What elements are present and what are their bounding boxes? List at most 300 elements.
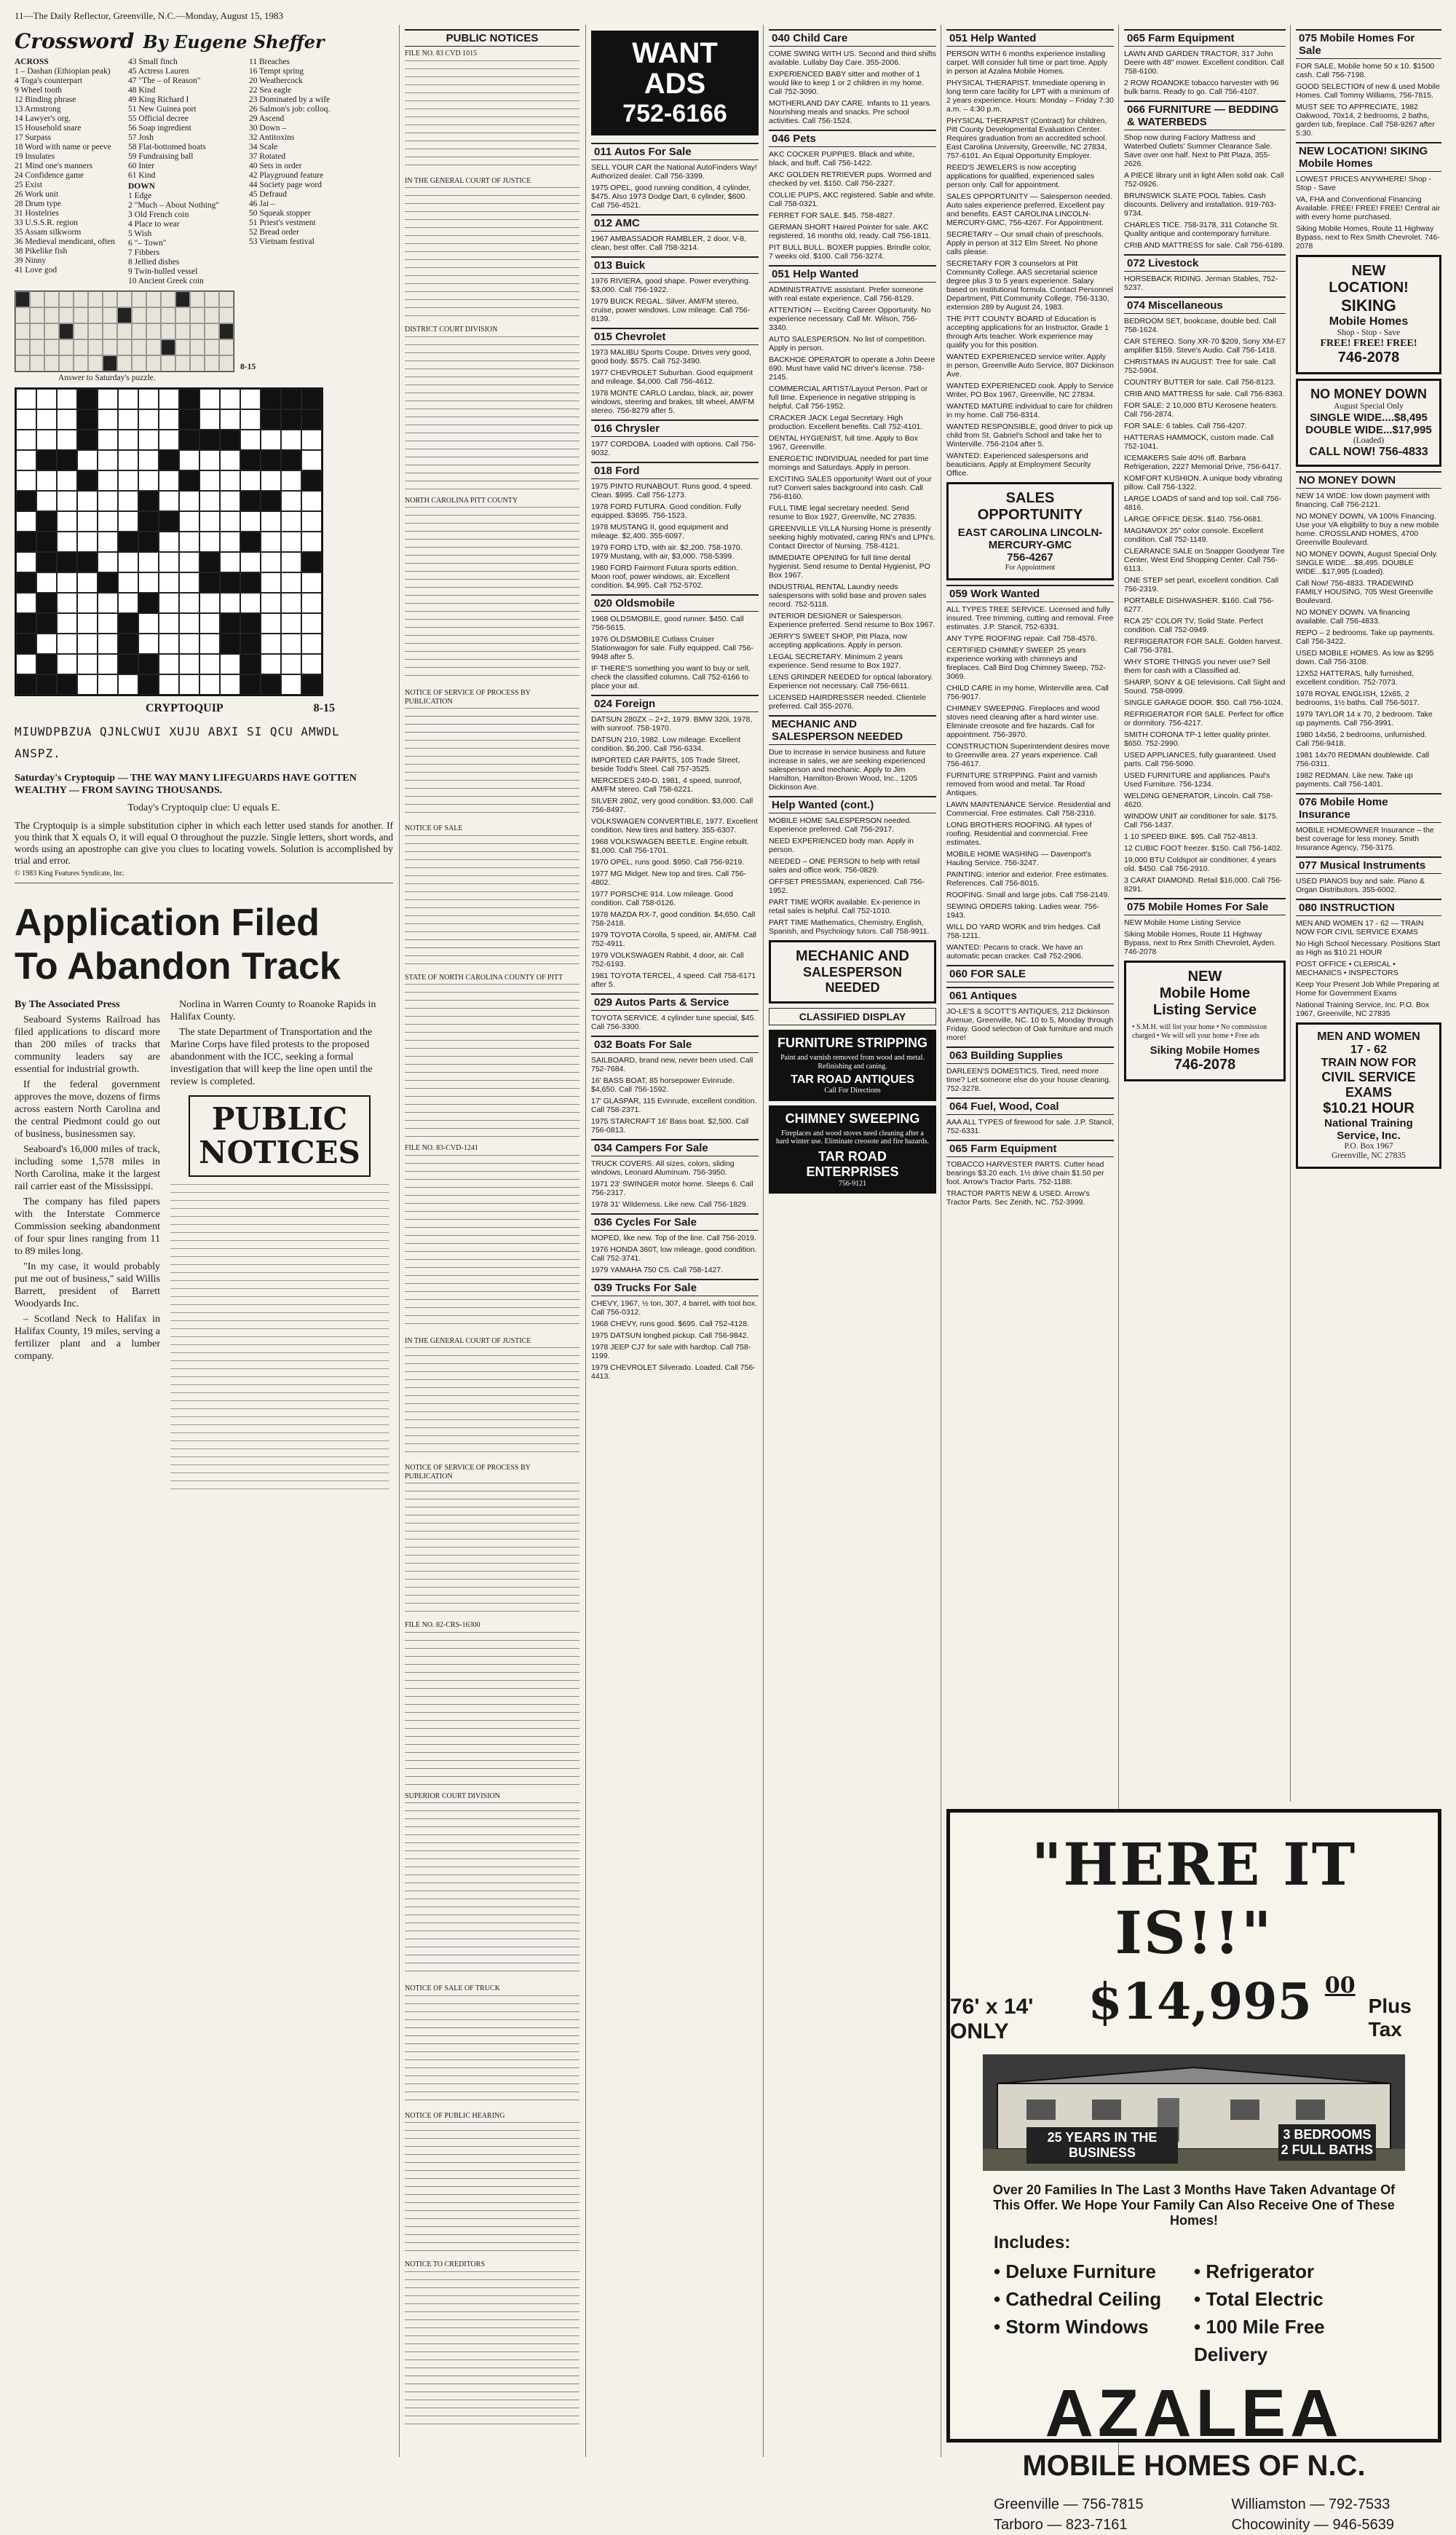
crossword-cell[interactable]: [179, 634, 199, 654]
sales-opportunity-ad: SALES OPPORTUNITY EAST CAROLINA LINCOLN-MERCURY-GMC 756-4267 For Appointment: [946, 482, 1114, 580]
across-clue: 51 New Guinea port: [128, 105, 197, 114]
crossword-cell[interactable]: [179, 450, 199, 470]
crossword-cell[interactable]: [98, 613, 118, 634]
classified-ad: FULL TIME legal secretary needed. Send resume to Box 1927, Greenville, NC 27835.: [769, 504, 917, 521]
crossword-cell[interactable]: [179, 674, 199, 695]
crossword-cell[interactable]: [36, 430, 57, 450]
classified-ad: 1980 FORD Fairmont Futura sports edition. Moon roof, power windows, air. Excellent condition. $4,995. Call 752-5702.: [591, 564, 738, 590]
crossword-cell[interactable]: [138, 470, 159, 491]
answer-cell: [74, 355, 88, 371]
classified-ad: Keep Your Present Job While Preparing at Home for Government Exams: [1296, 980, 1439, 998]
down-clue: 20 Weathercock: [249, 76, 303, 85]
crossword-cell[interactable]: [261, 593, 281, 613]
classified-ad: FOR SALE: 2 10,000 BTU Kerosene heaters. Call 756-2874.: [1124, 401, 1278, 419]
crossword-cell[interactable]: [57, 491, 77, 511]
classified-ad: 1979 CHEVROLET Silverado. Loaded. Call 756-4413.: [591, 1363, 756, 1381]
answer-cell: [146, 339, 161, 355]
classified-section-header: 061 Antiques: [946, 987, 1114, 1004]
across-clue: 55 Official decree: [128, 114, 189, 123]
crossword-cell[interactable]: [301, 572, 322, 593]
classified-ad: REPO – 2 bedrooms. Take up payments. Call 756-3422.: [1296, 628, 1435, 646]
classified-ad: 1977 CHEVROLET Suburban. Good equipment and mileage. $4,000. Call 756-4612.: [591, 368, 753, 386]
crossword-cell[interactable]: [261, 532, 281, 552]
crossword-cell[interactable]: [138, 389, 159, 409]
legal-notice-body: [405, 1347, 579, 1456]
classified-ad: MUST SEE TO APPRECIATE, 1982 Oakwood, 70x14, 2 bedrooms, 2 baths, garden tub, fireplace. Call 758-9267 after 5:30.: [1296, 103, 1435, 138]
crossword-block: [138, 491, 159, 511]
crossword-cell[interactable]: [199, 634, 220, 654]
crossword-cell[interactable]: [159, 552, 179, 572]
crossword-cell[interactable]: [199, 674, 220, 695]
classified-ad: 1980 14x56, 2 bedrooms, unfurnished. Call 756-9418.: [1296, 730, 1427, 748]
answer-cell: [30, 355, 44, 371]
classified-ad: WANTED RESPONSIBLE, good driver to pick up child from St. Gabriel's School and take her to Winterville. 756-2104 after 5.: [946, 422, 1113, 449]
crossword-cell[interactable]: [16, 511, 36, 532]
years-in-business: 25 YEARS IN THE BUSINESS: [1026, 2127, 1178, 2164]
classified-ad: WANTED: Pecans to crack. We have an automatic pecan cracker. Call 752-2906.: [946, 942, 1083, 961]
crossword-cell[interactable]: [16, 593, 36, 613]
classified-ad: COLLIE PUPS, AKC registered. Sable and white. Call 758-0321.: [769, 191, 935, 208]
crossword-cell[interactable]: [57, 572, 77, 593]
legal-notice-heading: NOTICE OF PUBLIC HEARING: [405, 2111, 505, 2120]
crossword-cell[interactable]: [57, 430, 77, 450]
crossword-cell[interactable]: [159, 389, 179, 409]
crossword-cell[interactable]: [220, 389, 240, 409]
crossword-block: [179, 409, 199, 430]
down-clue: 46 Jai –: [249, 200, 275, 208]
crossword-cell[interactable]: [261, 654, 281, 674]
crossword-cell[interactable]: [240, 593, 261, 613]
across-clue: 56 Soap ingredient: [128, 124, 191, 133]
crossword-cell[interactable]: [240, 470, 261, 491]
azalea-size: 76' x 14' ONLY: [950, 1995, 1034, 2043]
crossword-cell[interactable]: [281, 593, 301, 613]
classified-ad: LENS GRINDER NEEDED for optical laboratory. Experience not necessary. Call 756-6611.: [769, 673, 933, 690]
classified-section-header: 011 Autos For Sale: [591, 143, 759, 160]
crossword-cell[interactable]: [240, 511, 261, 532]
crossword-cell[interactable]: [199, 532, 220, 552]
across-clue: 57 Josh: [128, 133, 154, 142]
crossword-cell[interactable]: [118, 552, 138, 572]
classified-section-header: 051 Help Wanted: [769, 265, 936, 283]
crossword-cell[interactable]: [77, 532, 98, 552]
legal-notice-body: [405, 708, 579, 817]
crossword-cell[interactable]: [261, 430, 281, 450]
classified-ad: CONSTRUCTION Superintendent desires move to Greenville area. 27 years experience. Call 756-4617.: [946, 741, 1110, 768]
crossword-block: [16, 634, 36, 654]
crossword-cell[interactable]: [220, 552, 240, 572]
answer-cell: [44, 307, 59, 323]
crossword-block: [36, 511, 57, 532]
crossword-cell[interactable]: [199, 613, 220, 634]
crossword-block: [16, 613, 36, 634]
crossword-cell[interactable]: [77, 674, 98, 695]
crossword-cell[interactable]: [36, 491, 57, 511]
across-clue: 14 Lawyer's org.: [15, 114, 71, 123]
crossword-cell[interactable]: [118, 593, 138, 613]
crossword-cell[interactable]: [199, 593, 220, 613]
classified-ad: SELL YOUR CAR the National AutoFinders Way! Authorized dealer. Call 756-3399.: [591, 163, 757, 181]
classified-ad: WILL DO YARD WORK and trim hedges. Call 758-1211.: [946, 922, 1101, 940]
crossword-cell[interactable]: [281, 470, 301, 491]
classified-ad: PERSON WITH 6 months experience installing carpet. Will consider full time or part time. Apply in person at Azalea Mobile Homes.: [946, 50, 1108, 76]
crossword-cell[interactable]: [220, 491, 240, 511]
classified-section-header: 075 Mobile Homes For Sale: [1296, 29, 1441, 59]
answer-cell: [88, 307, 103, 323]
crossword-cell[interactable]: [118, 491, 138, 511]
crossword-cell[interactable]: [57, 511, 77, 532]
crossword-cell[interactable]: [261, 613, 281, 634]
down-clue: 7 Fibbers: [128, 248, 160, 257]
crossword-cell[interactable]: [281, 511, 301, 532]
crossword-cell[interactable]: [199, 409, 220, 430]
crossword-cell[interactable]: [98, 430, 118, 450]
crossword-cell[interactable]: [159, 470, 179, 491]
classified-ad: SINGLE GARAGE DOOR. $50. Call 756-1024.: [1124, 698, 1283, 707]
crossword-cell[interactable]: [57, 532, 77, 552]
crossword-cell[interactable]: [118, 430, 138, 450]
crossword-cell[interactable]: [159, 674, 179, 695]
crossword-cell[interactable]: [98, 634, 118, 654]
crossword-block: [16, 572, 36, 593]
classified-ad: 1977 CORDOBA. Loaded with options. Call 756-9032.: [591, 440, 756, 457]
crossword-cell[interactable]: [57, 613, 77, 634]
legal-notice-heading: DISTRICT COURT DIVISION: [405, 326, 498, 334]
crossword-cell[interactable]: [36, 572, 57, 593]
answer-cell: [74, 307, 88, 323]
down-clue: 8 Jellied dishes: [128, 258, 180, 267]
crossword-cell[interactable]: [57, 389, 77, 409]
crossword-cell[interactable]: [138, 450, 159, 470]
classified-ad: DATSUN 210, 1982. Low mileage. Excellent condition. $6,200. Call 756-6334.: [591, 736, 741, 753]
crossword-cell[interactable]: [301, 511, 322, 532]
classified-ad: COUNTRY BUTTER for sale. Call 756-8123.: [1124, 378, 1275, 387]
crossword-cell[interactable]: [281, 572, 301, 593]
across-clues: ACROSS 1 – Dashan (Ethiopian peak) 4 Toga's counterpart 9 Wheel tooth 12 Binding phrase 13 Armstrong 14 Lawyer's org. 15 Household snare 17 Surpass 18 Word with name or peeve 19 Insulates 21 Mind one's manners 24 Confidence game 25 Exist 26 Work unit 28 Drum type 31 Hostelries 33 U.S.S.R. region 35 Assam silkworm 36 Medieval mendicant, often 38 Pikelike fish 39 Ninny 41 Love god: [15, 58, 124, 286]
crossword-cell[interactable]: [261, 470, 281, 491]
down-clue: 5 Wish: [128, 229, 152, 238]
across-clue: 21 Mind one's manners: [15, 162, 93, 170]
crossword-cell[interactable]: [16, 470, 36, 491]
classified-ad: REED'S JEWELERS is now accepting applications for qualified, experienced sales person only. Call for appointment.: [946, 163, 1095, 189]
crossword-cell[interactable]: [118, 389, 138, 409]
classified-ad: FOR SALE: 6 tables. Call 756-4207.: [1124, 422, 1247, 430]
crossword-cell[interactable]: [159, 532, 179, 552]
crossword-cell[interactable]: [240, 552, 261, 572]
classified-ad: ALL TYPES TREE SERVICE. Licensed and fully insured. Tree trimming, cutting and removal. Free estimates. J.P. Stancil, 752-6331.: [946, 604, 1114, 631]
crossword-cell[interactable]: [77, 511, 98, 532]
answer-cell: [219, 323, 234, 339]
crossword-cell[interactable]: [77, 450, 98, 470]
column-rule: [585, 25, 586, 2457]
classified-section-header: 046 Pets: [769, 130, 936, 147]
crossword-cell[interactable]: [98, 511, 118, 532]
crossword-cell[interactable]: [220, 470, 240, 491]
classified-section-header: NO MONEY DOWN: [1296, 471, 1441, 489]
civil-service-ad: MEN AND WOMEN 17 - 62 TRAIN NOW FOR CIVIL SERVICE EXAMS $10.21 HOUR National Training Service, Inc. P.O. Box 1967 Greenville, NC 27835: [1296, 1022, 1441, 1169]
classified-ad: 1979 TOYOTA Corolla, 5 speed, air, AM/FM. Call 752-4911.: [591, 931, 757, 948]
crossword-cell[interactable]: [159, 491, 179, 511]
crossword-cell[interactable]: [199, 511, 220, 532]
crossword-cell[interactable]: [159, 593, 179, 613]
crossword-cell[interactable]: [261, 511, 281, 532]
across-clue: 49 King Richard I: [128, 95, 189, 104]
down-clue: 2 "Much – About Nothing": [128, 201, 220, 210]
azalea-tax: Plus Tax: [1368, 1995, 1412, 2041]
crossword-cell[interactable]: [16, 430, 36, 450]
crossword-cell[interactable]: [77, 572, 98, 593]
crossword-cell[interactable]: [57, 409, 77, 430]
classified-ad: NEED EXPERIENCED body man. Apply in person.: [769, 837, 914, 854]
classified-ad: VOLKSWAGEN CONVERTIBLE, 1977. Excellent condition. New tires and battery. 355-6307.: [591, 817, 758, 835]
crossword-cell[interactable]: [220, 654, 240, 674]
crossword-cell[interactable]: [57, 654, 77, 674]
crossword-cell[interactable]: [118, 572, 138, 593]
classified-ad: 1979 VOLKSWAGEN Rabbit, 4 door, air. Call 752-6193.: [591, 951, 744, 969]
crossword-cell[interactable]: [179, 593, 199, 613]
legal-notice-body: [405, 1483, 579, 1614]
classified-ad: ICEMAKERS Sale 40% off. Barbara Refrigeration, 2227 Memorial Drive, 756-6417.: [1124, 454, 1281, 471]
story-headline-1: Application Filed: [15, 901, 320, 944]
crossword-cell[interactable]: [118, 511, 138, 532]
crossword-cell[interactable]: [36, 634, 57, 654]
crossword-cell[interactable]: [281, 552, 301, 572]
crossword-cell[interactable]: [240, 389, 261, 409]
answer-cell: [117, 291, 132, 307]
crossword-cell[interactable]: [57, 593, 77, 613]
classified-ad: LARGE OFFICE DESK. $140. 756-0681.: [1124, 515, 1263, 524]
column-rule: [399, 25, 400, 2457]
crossword-cell[interactable]: [98, 654, 118, 674]
crossword-cell[interactable]: [301, 450, 322, 470]
classified-ad: PART TIME WORK available. Ex-perience in retail sales is helpful. Call 752-1010.: [769, 898, 920, 915]
crossword-cell[interactable]: [159, 634, 179, 654]
answer-cell: [161, 291, 175, 307]
classified-section-header: 065 Farm Equipment: [946, 1140, 1114, 1157]
crossword-cell[interactable]: [159, 409, 179, 430]
crossword-cell[interactable]: [77, 634, 98, 654]
answer-cell: [88, 323, 103, 339]
crossword-title: Crossword: [15, 29, 135, 53]
crossword-cell[interactable]: [301, 634, 322, 654]
crossword-cell[interactable]: [98, 450, 118, 470]
classified-ad: CRACKER JACK Legal Secretary. High production. Excellent benefits. Call 752-4101.: [769, 414, 923, 431]
crossword-block: [57, 674, 77, 695]
crossword-cell[interactable]: [159, 572, 179, 593]
classified-ad: 1977 PORSCHE 914. Low mileage. Good condition. Call 758-0126.: [591, 890, 733, 907]
crossword-cell[interactable]: [98, 389, 118, 409]
answer-cell: [30, 307, 44, 323]
across-clue: 35 Assam silkworm: [15, 228, 82, 237]
crossword-cell[interactable]: [179, 491, 199, 511]
crossword-cell[interactable]: [36, 409, 57, 430]
classified-section-header: 024 Foreign: [591, 695, 759, 712]
crossword-cell[interactable]: [179, 654, 199, 674]
crossword-cell[interactable]: [199, 450, 220, 470]
answer-cell: [103, 307, 117, 323]
down-clue: 44 Society page word: [249, 181, 322, 189]
down-clue: 45 Defraud: [249, 190, 288, 199]
legal-notice-heading: NORTH CAROLINA PITT COUNTY: [405, 496, 518, 505]
classified-ad: 1978 JEEP CJ7 for sale with hardtop. Call 758-1199.: [591, 1343, 751, 1360]
crossword-cell[interactable]: [118, 450, 138, 470]
classified-section-header: 059 Work Wanted: [946, 585, 1114, 602]
crossword-cell[interactable]: [199, 491, 220, 511]
crossword-cell[interactable]: [179, 532, 199, 552]
crossword-block: [36, 450, 57, 470]
crossword-cell[interactable]: [179, 511, 199, 532]
crossword-cell[interactable]: [98, 593, 118, 613]
crossword-cell[interactable]: [138, 634, 159, 654]
cryptoquip-copyright: © 1983 King Features Syndicate, Inc.: [15, 870, 125, 878]
crossword-cell[interactable]: [98, 532, 118, 552]
classified-section-header: MECHANIC AND SALESPERSON NEEDED: [769, 715, 936, 745]
answer-cell: [117, 355, 132, 371]
crossword-cell[interactable]: [98, 409, 118, 430]
crossword-cell[interactable]: [179, 552, 199, 572]
classified-ad: CRIB AND MATTRESS for sale. Call 756-8363.: [1124, 390, 1285, 398]
crossword-cell[interactable]: [261, 552, 281, 572]
crossword-block: [261, 491, 281, 511]
down-clue: 1 Edge: [128, 192, 152, 200]
crossword-cell[interactable]: [240, 409, 261, 430]
answer-cell: [88, 291, 103, 307]
crossword-cell[interactable]: [220, 409, 240, 430]
crossword-cell[interactable]: [220, 450, 240, 470]
crossword-cell[interactable]: [138, 552, 159, 572]
crossword-cell[interactable]: [220, 511, 240, 532]
crossword-cell[interactable]: [159, 654, 179, 674]
crossword-cell[interactable]: [98, 491, 118, 511]
crossword-cell[interactable]: [57, 470, 77, 491]
classified-ad: 1979 FORD LTD, with air. $2,200. 758-1970. 1979 Mustang, with air, $3,000. 758-5399.: [591, 543, 743, 561]
classified-ad: 1978 31' Wilderness. Like new. Call 756-1829.: [591, 1200, 748, 1209]
classified-ad: DENTAL HYGIENIST, full time. Apply to Box 1967, Greenville.: [769, 434, 918, 452]
crossword-cell[interactable]: [301, 593, 322, 613]
crossword-cell[interactable]: [179, 572, 199, 593]
classified-ad: MOBILE HOMEOWNER Insurance – the best coverage for less money. Smith Insurance Agency, 756-3175.: [1296, 826, 1434, 852]
down-clue: 9 Twin-hulled vessel: [128, 267, 198, 276]
classified-ad: LAWN AND GARDEN TRACTOR, 317 John Deere with 48" mower. Excellent condition. Call 758-6100.: [1124, 50, 1284, 76]
crossword-cell[interactable]: [159, 613, 179, 634]
crossword-block: [240, 532, 261, 552]
crossword-cell[interactable]: [281, 654, 301, 674]
answer-cell: [15, 323, 30, 339]
crossword-cell[interactable]: [16, 409, 36, 430]
answer-cell: [30, 339, 44, 355]
answer-cell: [161, 323, 175, 339]
classified-ad: AKC COCKER PUPPIES. Black and white, black, and buff. Call 756-1422.: [769, 150, 915, 167]
crossword-cell[interactable]: [281, 532, 301, 552]
crossword-cell[interactable]: [199, 470, 220, 491]
answer-cell: [30, 291, 44, 307]
crossword-cell[interactable]: [301, 532, 322, 552]
classified-ad: AKC GOLDEN RETRIEVER pups. Wormed and checked by vet. $150. Call 756-2327.: [769, 170, 932, 188]
classified-ad: WANTED EXPERIENCED cook. Apply to Service Writer, PO Box 1967, Greenville, NC 27834.: [946, 382, 1114, 399]
crossword-cell[interactable]: [281, 674, 301, 695]
crossword-cell[interactable]: [36, 389, 57, 409]
crossword-cell[interactable]: [220, 532, 240, 552]
crossword-cell[interactable]: [281, 634, 301, 654]
crossword-cell[interactable]: [118, 674, 138, 695]
crossword-cell[interactable]: [138, 572, 159, 593]
answer-cell: [132, 339, 146, 355]
classified-ad: CHEVY, 1967, ½ ton, 307, 4 barrel, with tool box. Call 756-0312.: [591, 1299, 758, 1317]
classified-ad: 1968 OLDSMOBILE, good runner. $450. Call 756-5615.: [591, 615, 744, 632]
crossword-cell[interactable]: [281, 430, 301, 450]
crossword-cell[interactable]: [281, 613, 301, 634]
across-clue: 18 Word with name or peeve: [15, 143, 111, 151]
crossword-block: [57, 552, 77, 572]
crossword-cell[interactable]: [301, 491, 322, 511]
crossword-cell[interactable]: [199, 654, 220, 674]
classified-ad: INTERIOR DESIGNER or Salesperson. Experience preferred. Send resume to Box 1967.: [769, 612, 935, 629]
crossword-cell[interactable]: [57, 634, 77, 654]
classified-ad: POST OFFICE • CLERICAL • MECHANICS • INSPECTORS: [1296, 960, 1398, 977]
crossword-cell[interactable]: [220, 674, 240, 695]
story-headline-2: To Abandon Track: [15, 945, 341, 987]
crossword-cell[interactable]: [179, 613, 199, 634]
crossword-cell[interactable]: [138, 430, 159, 450]
crossword-cell[interactable]: [98, 674, 118, 695]
crossword-cell[interactable]: [98, 470, 118, 491]
crossword-cell[interactable]: [77, 654, 98, 674]
crossword-cell[interactable]: [199, 389, 220, 409]
crossword-cell[interactable]: [301, 430, 322, 450]
crossword-cell[interactable]: [281, 491, 301, 511]
crossword-cell[interactable]: [77, 491, 98, 511]
crossword-cell[interactable]: [138, 613, 159, 634]
crossword-block: [240, 450, 261, 470]
classified-section-header: 051 Help Wanted: [946, 29, 1114, 47]
chimney-sweeping-ad: CHIMNEY SWEEPING Fireplaces and wood stoves need cleaning after a hard winter use. Eliminate creosote and fire hazards. TAR ROAD ENTERPRISES 756-9121: [769, 1105, 936, 1194]
crossword-cell[interactable]: [16, 654, 36, 674]
crossword-cell[interactable]: [220, 593, 240, 613]
classified-ad: COME SWING WITH US. Second and third shifts available. Lullaby Day Care. 355-2006.: [769, 50, 936, 67]
crossword-cell[interactable]: [159, 430, 179, 450]
crossword-cell[interactable]: [77, 613, 98, 634]
classified-ad: PHYSICAL THERAPIST. Immediate opening in long term care facility for LPT with a minimum of 2 years experience. Hours: Monday – Friday 7:30 a.m. – 4:30 p.m.: [946, 79, 1114, 114]
crossword-cell[interactable]: [118, 470, 138, 491]
crossword-block: [301, 409, 322, 430]
mechanic-ad: MECHANIC AND SALESPERSON NEEDED: [769, 940, 936, 1004]
classified-ad: 1979 TAYLOR 14 x 70, 2 bedroom. Take up payments. Call 756-3991.: [1296, 710, 1433, 728]
down-clue: 40 Sets in order: [249, 162, 302, 170]
crossword-cell[interactable]: [240, 430, 261, 450]
answer-cell: [44, 291, 59, 307]
crossword-cell[interactable]: [16, 389, 36, 409]
crossword-cell[interactable]: [118, 409, 138, 430]
classified-ad: 17' GLASPAR, 115 Evinrude, excellent condition. Call 758-2371.: [591, 1097, 757, 1114]
classified-section-header: 072 Livestock: [1124, 254, 1286, 272]
classified-ad: TOBACCO HARVESTER PARTS. Cutter head bearings $3.20 each. 1½ drive chain $1.50 per foot. Arrow's Tractor Parts. 752-1188.: [946, 1159, 1104, 1186]
crossword-cell[interactable]: [261, 634, 281, 654]
down-clue: 34 Scale: [249, 143, 278, 151]
crossword-cell[interactable]: [98, 552, 118, 572]
classified-section-header: NEW LOCATION! SIKING Mobile Homes: [1296, 142, 1441, 172]
crossword-cell[interactable]: [301, 654, 322, 674]
crossword-block: [301, 674, 322, 695]
crossword-cell[interactable]: [77, 593, 98, 613]
crossword-cell[interactable]: [16, 450, 36, 470]
crossword-cell[interactable]: [138, 409, 159, 430]
crossword-cell[interactable]: [261, 572, 281, 593]
crossword-cell[interactable]: [36, 470, 57, 491]
crossword-block: [77, 470, 98, 491]
crossword-cell[interactable]: [16, 552, 36, 572]
across-clue: 47 "The – of Reason": [128, 76, 201, 85]
crossword-cell[interactable]: [301, 613, 322, 634]
